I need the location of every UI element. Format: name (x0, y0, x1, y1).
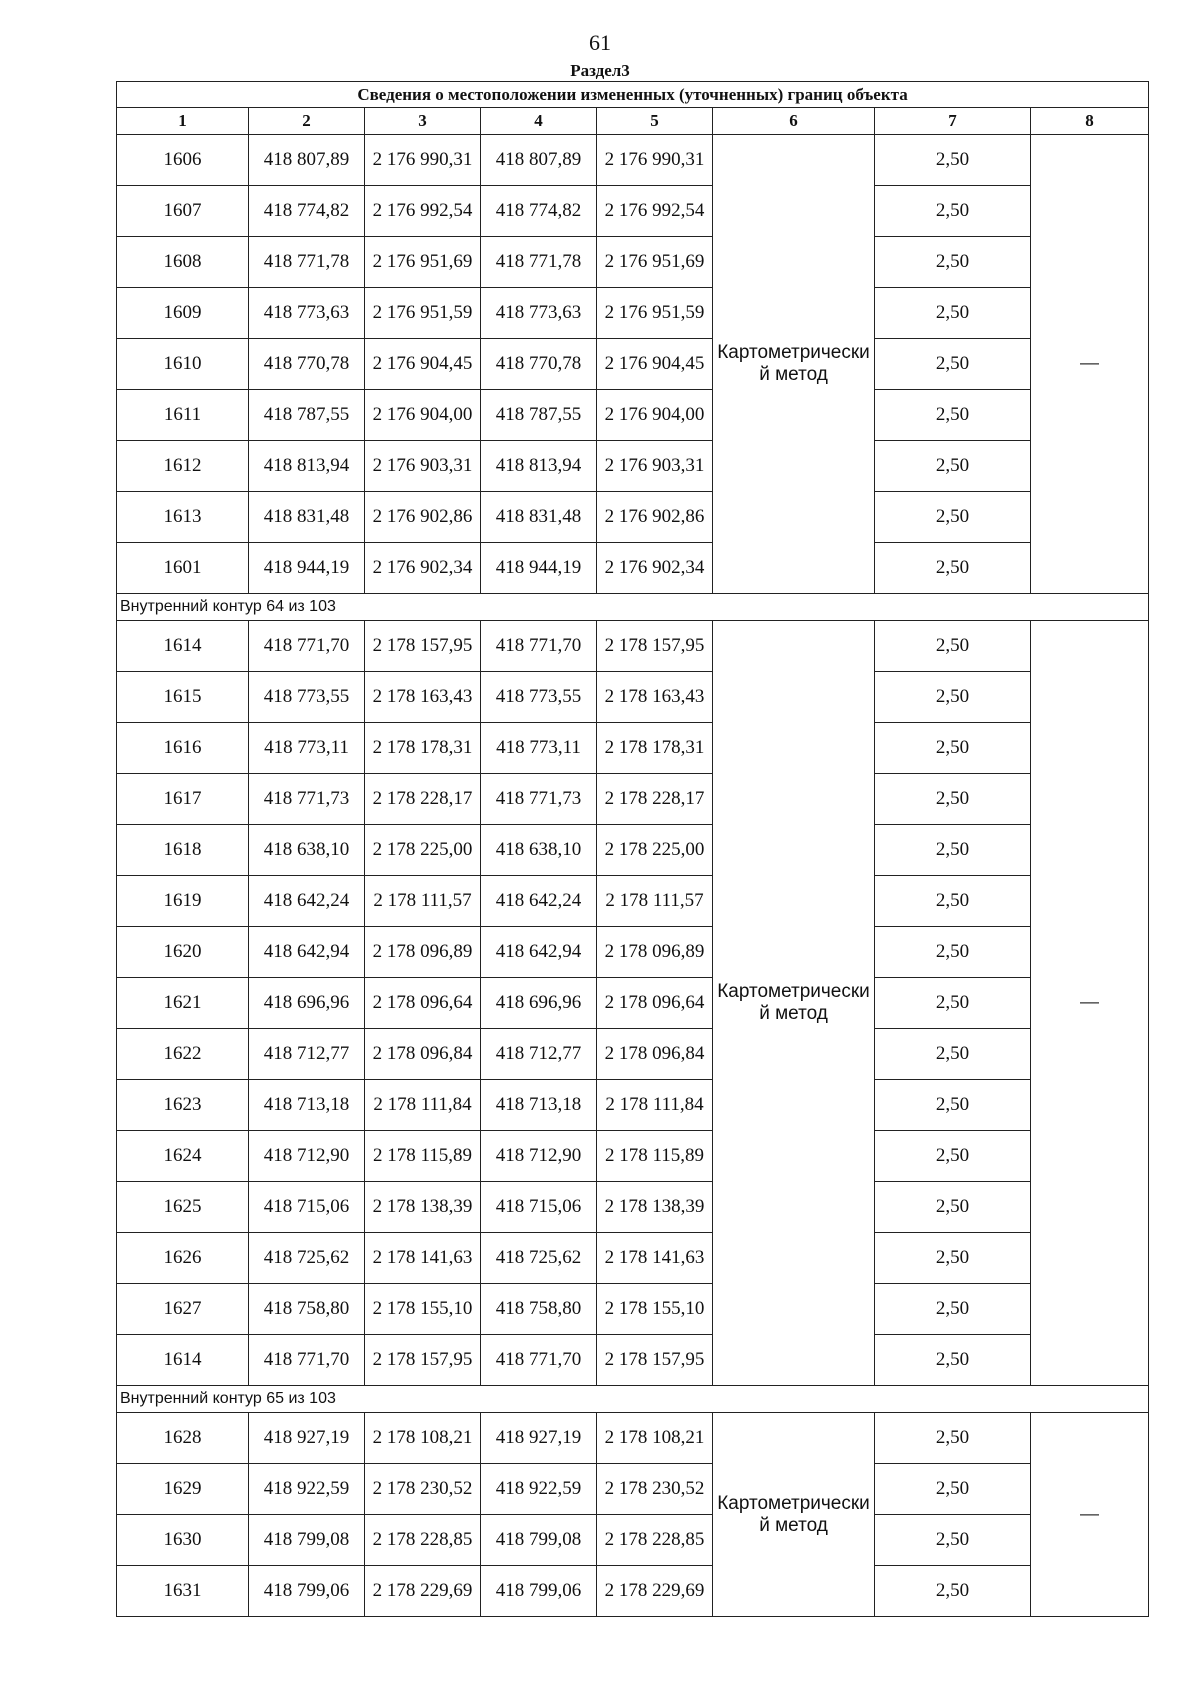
accuracy-cell: 2,50 (875, 927, 1031, 978)
y-coordinate-cell: 2 176 904,00 (365, 390, 481, 441)
table-title-row (117, 82, 1149, 108)
table-row (117, 186, 1149, 237)
x-coordinate-cell: 418 807,89 (481, 135, 597, 186)
x-coordinate-cell: 418 770,78 (481, 339, 597, 390)
y-coordinate-cell: 2 178 163,43 (365, 672, 481, 723)
y-coordinate-cell: 2 178 157,95 (597, 1335, 713, 1386)
x-coordinate-cell: 418 771,70 (481, 1335, 597, 1386)
point-number-cell: 1624 (117, 1131, 249, 1182)
table-row (117, 288, 1149, 339)
x-coordinate-cell: 418 773,55 (481, 672, 597, 723)
y-coordinate-cell: 2 178 138,39 (597, 1182, 713, 1233)
x-coordinate-cell: 418 831,48 (481, 492, 597, 543)
accuracy-cell: 2,50 (875, 672, 1031, 723)
point-number-cell: 1608 (117, 237, 249, 288)
point-number-cell: 1613 (117, 492, 249, 543)
accuracy-cell: 2,50 (875, 1182, 1031, 1233)
method-cell: Картометрически й метод (713, 621, 875, 1386)
x-coordinate-cell: 418 712,90 (249, 1131, 365, 1182)
accuracy-cell: 2,50 (875, 1566, 1031, 1617)
x-coordinate-cell: 418 771,70 (481, 621, 597, 672)
contour-label-row (117, 594, 1149, 621)
x-coordinate-cell: 418 773,63 (249, 288, 365, 339)
x-coordinate-cell: 418 773,55 (249, 672, 365, 723)
y-coordinate-cell: 2 178 096,89 (365, 927, 481, 978)
y-coordinate-cell: 2 178 096,64 (597, 978, 713, 1029)
y-coordinate-cell: 2 178 141,63 (597, 1233, 713, 1284)
y-coordinate-cell: 2 178 228,85 (597, 1515, 713, 1566)
accuracy-cell: 2,50 (875, 1464, 1031, 1515)
table-row (117, 621, 1149, 672)
x-coordinate-cell: 418 799,08 (249, 1515, 365, 1566)
y-coordinate-cell: 2 178 228,17 (365, 774, 481, 825)
y-coordinate-cell: 2 176 904,45 (365, 339, 481, 390)
accuracy-cell: 2,50 (875, 543, 1031, 594)
column8-dash-cell: — (1031, 1413, 1149, 1617)
point-number-cell: 1627 (117, 1284, 249, 1335)
point-number-cell: 1609 (117, 288, 249, 339)
accuracy-cell: 2,50 (875, 825, 1031, 876)
accuracy-cell: 2,50 (875, 723, 1031, 774)
x-coordinate-cell: 418 787,55 (249, 390, 365, 441)
table-row (117, 876, 1149, 927)
section-title: Раздел3 (570, 61, 630, 80)
x-coordinate-cell: 418 807,89 (249, 135, 365, 186)
accuracy-cell: 2,50 (875, 978, 1031, 1029)
x-coordinate-cell: 418 725,62 (249, 1233, 365, 1284)
y-coordinate-cell: 2 176 902,34 (365, 543, 481, 594)
x-coordinate-cell: 418 638,10 (249, 825, 365, 876)
y-coordinate-cell: 2 178 111,84 (365, 1080, 481, 1131)
x-coordinate-cell: 418 758,80 (249, 1284, 365, 1335)
point-number-cell: 1628 (117, 1413, 249, 1464)
accuracy-cell: 2,50 (875, 876, 1031, 927)
accuracy-cell: 2,50 (875, 1233, 1031, 1284)
x-coordinate-cell: 418 773,63 (481, 288, 597, 339)
x-coordinate-cell: 418 831,48 (249, 492, 365, 543)
y-coordinate-cell: 2 178 155,10 (597, 1284, 713, 1335)
accuracy-cell: 2,50 (875, 1413, 1031, 1464)
column-header: 5 (597, 108, 713, 135)
point-number-cell: 1625 (117, 1182, 249, 1233)
x-coordinate-cell: 418 638,10 (481, 825, 597, 876)
x-coordinate-cell: 418 813,94 (481, 441, 597, 492)
accuracy-cell: 2,50 (875, 492, 1031, 543)
y-coordinate-cell: 2 176 992,54 (597, 186, 713, 237)
x-coordinate-cell: 418 922,59 (249, 1464, 365, 1515)
y-coordinate-cell: 2 178 225,00 (365, 825, 481, 876)
y-coordinate-cell: 2 178 111,84 (597, 1080, 713, 1131)
table-row (117, 441, 1149, 492)
y-coordinate-cell: 2 178 178,31 (365, 723, 481, 774)
x-coordinate-cell: 418 944,19 (249, 543, 365, 594)
column-header-row (117, 108, 1149, 135)
y-coordinate-cell: 2 178 111,57 (365, 876, 481, 927)
x-coordinate-cell: 418 774,82 (249, 186, 365, 237)
table-row (117, 339, 1149, 390)
table-row (117, 1566, 1149, 1617)
x-coordinate-cell: 418 944,19 (481, 543, 597, 594)
x-coordinate-cell: 418 713,18 (481, 1080, 597, 1131)
point-number-cell: 1612 (117, 441, 249, 492)
x-coordinate-cell: 418 642,94 (481, 927, 597, 978)
y-coordinate-cell: 2 176 951,69 (597, 237, 713, 288)
table-row (117, 543, 1149, 594)
y-coordinate-cell: 2 178 178,31 (597, 723, 713, 774)
x-coordinate-cell: 418 712,90 (481, 1131, 597, 1182)
y-coordinate-cell: 2 178 096,84 (365, 1029, 481, 1080)
y-coordinate-cell: 2 178 229,69 (365, 1566, 481, 1617)
accuracy-cell: 2,50 (875, 339, 1031, 390)
x-coordinate-cell: 418 725,62 (481, 1233, 597, 1284)
x-coordinate-cell: 418 771,70 (249, 1335, 365, 1386)
table-row (117, 135, 1149, 186)
y-coordinate-cell: 2 178 230,52 (597, 1464, 713, 1515)
x-coordinate-cell: 418 927,19 (481, 1413, 597, 1464)
point-number-cell: 1620 (117, 927, 249, 978)
x-coordinate-cell: 418 773,11 (249, 723, 365, 774)
y-coordinate-cell: 2 178 157,95 (597, 621, 713, 672)
table-row (117, 1182, 1149, 1233)
point-number-cell: 1619 (117, 876, 249, 927)
y-coordinate-cell: 2 176 992,54 (365, 186, 481, 237)
y-coordinate-cell: 2 176 903,31 (365, 441, 481, 492)
y-coordinate-cell: 2 176 903,31 (597, 441, 713, 492)
y-coordinate-cell: 2 176 902,34 (597, 543, 713, 594)
x-coordinate-cell: 418 771,73 (481, 774, 597, 825)
y-coordinate-cell: 2 178 096,84 (597, 1029, 713, 1080)
column-header: 2 (249, 108, 365, 135)
x-coordinate-cell: 418 799,06 (249, 1566, 365, 1617)
y-coordinate-cell: 2 176 904,00 (597, 390, 713, 441)
x-coordinate-cell: 418 715,06 (249, 1182, 365, 1233)
y-coordinate-cell: 2 178 111,57 (597, 876, 713, 927)
point-number-cell: 1615 (117, 672, 249, 723)
table-row (117, 237, 1149, 288)
x-coordinate-cell: 418 922,59 (481, 1464, 597, 1515)
y-coordinate-cell: 2 176 951,59 (597, 288, 713, 339)
y-coordinate-cell: 2 176 902,86 (597, 492, 713, 543)
table-row (117, 927, 1149, 978)
point-number-cell: 1601 (117, 543, 249, 594)
y-coordinate-cell: 2 178 228,85 (365, 1515, 481, 1566)
table-row (117, 1131, 1149, 1182)
point-number-cell: 1606 (117, 135, 249, 186)
y-coordinate-cell: 2 178 228,17 (597, 774, 713, 825)
accuracy-cell: 2,50 (875, 288, 1031, 339)
point-number-cell: 1614 (117, 1335, 249, 1386)
contour-label-row (117, 1386, 1149, 1413)
y-coordinate-cell: 2 178 108,21 (597, 1413, 713, 1464)
x-coordinate-cell: 418 713,18 (249, 1080, 365, 1131)
table-row (117, 723, 1149, 774)
x-coordinate-cell: 418 799,08 (481, 1515, 597, 1566)
x-coordinate-cell: 418 799,06 (481, 1566, 597, 1617)
y-coordinate-cell: 2 178 096,64 (365, 978, 481, 1029)
table-row (117, 672, 1149, 723)
table-row (117, 825, 1149, 876)
accuracy-cell: 2,50 (875, 135, 1031, 186)
x-coordinate-cell: 418 758,80 (481, 1284, 597, 1335)
x-coordinate-cell: 418 773,11 (481, 723, 597, 774)
accuracy-cell: 2,50 (875, 390, 1031, 441)
column8-dash-cell: — (1031, 621, 1149, 1386)
point-number-cell: 1616 (117, 723, 249, 774)
x-coordinate-cell: 418 771,70 (249, 621, 365, 672)
point-number-cell: 1626 (117, 1233, 249, 1284)
y-coordinate-cell: 2 178 096,89 (597, 927, 713, 978)
method-cell: Картометрически й метод (713, 135, 875, 594)
table-row (117, 1464, 1149, 1515)
accuracy-cell: 2,50 (875, 774, 1031, 825)
x-coordinate-cell: 418 642,24 (249, 876, 365, 927)
x-coordinate-cell: 418 712,77 (249, 1029, 365, 1080)
accuracy-cell: 2,50 (875, 186, 1031, 237)
accuracy-cell: 2,50 (875, 621, 1031, 672)
y-coordinate-cell: 2 176 951,69 (365, 237, 481, 288)
y-coordinate-cell: 2 178 155,10 (365, 1284, 481, 1335)
y-coordinate-cell: 2 176 951,59 (365, 288, 481, 339)
y-coordinate-cell: 2 176 904,45 (597, 339, 713, 390)
y-coordinate-cell: 2 176 990,31 (365, 135, 481, 186)
x-coordinate-cell: 418 642,94 (249, 927, 365, 978)
accuracy-cell: 2,50 (875, 237, 1031, 288)
y-coordinate-cell: 2 178 115,89 (365, 1131, 481, 1182)
accuracy-cell: 2,50 (875, 1131, 1031, 1182)
point-number-cell: 1629 (117, 1464, 249, 1515)
table-row (117, 774, 1149, 825)
table-row (117, 1335, 1149, 1386)
column8-dash-cell: — (1031, 135, 1149, 594)
point-number-cell: 1630 (117, 1515, 249, 1566)
page-number: 61 (589, 30, 611, 55)
y-coordinate-cell: 2 178 163,43 (597, 672, 713, 723)
coordinates-table (116, 81, 1149, 1617)
x-coordinate-cell: 418 696,96 (481, 978, 597, 1029)
x-coordinate-cell: 418 813,94 (249, 441, 365, 492)
y-coordinate-cell: 2 178 230,52 (365, 1464, 481, 1515)
x-coordinate-cell: 418 927,19 (249, 1413, 365, 1464)
accuracy-cell: 2,50 (875, 1029, 1031, 1080)
table-title: Сведения о местоположении измененных (уточненных) границ объекта (117, 82, 1149, 108)
column-header: 7 (875, 108, 1031, 135)
point-number-cell: 1610 (117, 339, 249, 390)
column-header: 3 (365, 108, 481, 135)
x-coordinate-cell: 418 787,55 (481, 390, 597, 441)
point-number-cell: 1614 (117, 621, 249, 672)
point-number-cell: 1607 (117, 186, 249, 237)
y-coordinate-cell: 2 178 157,95 (365, 621, 481, 672)
y-coordinate-cell: 2 178 138,39 (365, 1182, 481, 1233)
table-body (117, 82, 1149, 1617)
table-row (117, 1284, 1149, 1335)
table-row (117, 1515, 1149, 1566)
point-number-cell: 1622 (117, 1029, 249, 1080)
y-coordinate-cell: 2 178 157,95 (365, 1335, 481, 1386)
point-number-cell: 1621 (117, 978, 249, 1029)
contour-label: Внутренний контур 65 из 103 (117, 1386, 1149, 1413)
accuracy-cell: 2,50 (875, 1335, 1031, 1386)
point-number-cell: 1623 (117, 1080, 249, 1131)
x-coordinate-cell: 418 715,06 (481, 1182, 597, 1233)
column-header: 8 (1031, 108, 1149, 135)
table-row (117, 1029, 1149, 1080)
point-number-cell: 1611 (117, 390, 249, 441)
table-row (117, 1233, 1149, 1284)
x-coordinate-cell: 418 696,96 (249, 978, 365, 1029)
accuracy-cell: 2,50 (875, 1284, 1031, 1335)
point-number-cell: 1617 (117, 774, 249, 825)
x-coordinate-cell: 418 642,24 (481, 876, 597, 927)
y-coordinate-cell: 2 178 141,63 (365, 1233, 481, 1284)
column-header: 4 (481, 108, 597, 135)
x-coordinate-cell: 418 770,78 (249, 339, 365, 390)
point-number-cell: 1631 (117, 1566, 249, 1617)
accuracy-cell: 2,50 (875, 1080, 1031, 1131)
accuracy-cell: 2,50 (875, 441, 1031, 492)
table-row (117, 390, 1149, 441)
y-coordinate-cell: 2 178 108,21 (365, 1413, 481, 1464)
contour-label: Внутренний контур 64 из 103 (117, 594, 1149, 621)
table-row (117, 978, 1149, 1029)
x-coordinate-cell: 418 771,78 (481, 237, 597, 288)
y-coordinate-cell: 2 178 115,89 (597, 1131, 713, 1182)
table-row (117, 492, 1149, 543)
method-cell: Картометрически й метод (713, 1413, 875, 1617)
table-row (117, 1413, 1149, 1464)
x-coordinate-cell: 418 712,77 (481, 1029, 597, 1080)
x-coordinate-cell: 418 771,73 (249, 774, 365, 825)
y-coordinate-cell: 2 176 990,31 (597, 135, 713, 186)
x-coordinate-cell: 418 771,78 (249, 237, 365, 288)
column-header: 6 (713, 108, 875, 135)
y-coordinate-cell: 2 178 229,69 (597, 1566, 713, 1617)
accuracy-cell: 2,50 (875, 1515, 1031, 1566)
column-header: 1 (117, 108, 249, 135)
table-row (117, 1080, 1149, 1131)
y-coordinate-cell: 2 176 902,86 (365, 492, 481, 543)
x-coordinate-cell: 418 774,82 (481, 186, 597, 237)
y-coordinate-cell: 2 178 225,00 (597, 825, 713, 876)
point-number-cell: 1618 (117, 825, 249, 876)
